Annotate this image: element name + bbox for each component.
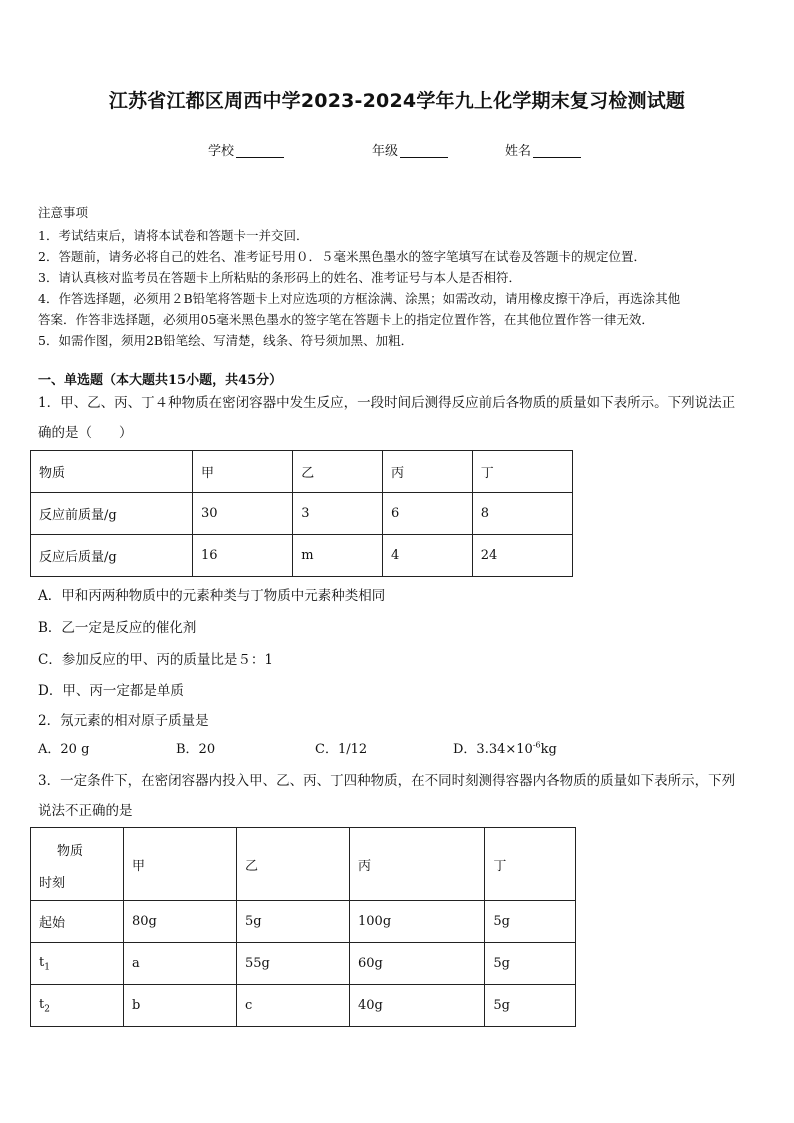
note-item: 5．如需作图，须用2B铅笔绘、写清楚，线条、符号须加黑、加粗． [38,333,414,348]
table-cell: b [124,985,237,1027]
q1-option-a[interactable]: A．甲和丙两种物质中的元素种类与丁物质中元素种类相同 [38,588,386,604]
table-cell: 80g [124,901,237,943]
notes-block [38,203,758,351]
table-row [31,535,573,577]
grade-field[interactable]: 年级 [372,140,448,159]
table-row [31,493,573,535]
table-cell: 起始 [31,901,124,943]
table-cell: $t_1$ [31,943,124,985]
table-cell: 5g [485,901,576,943]
table-cell: 4 [382,535,472,577]
table-cell: 丁 [485,828,576,901]
q2-option-d[interactable]: D．$3.34\times 10^{-6}kg$ [453,740,557,757]
table-cell: 乙 [237,828,350,901]
q1-option-b[interactable]: B．乙一定是反应的催化剂 [38,620,197,636]
table-cell: 丙 [382,451,472,493]
table-cell: 物质 [31,451,193,493]
note-item: 1．考试结束后，请将本试卷和答题卡一并交回． [38,228,309,243]
q3-stem: 3．一定条件下，在密闭容器内投入甲、乙、丙、丁四种物质，在不同时刻测得容器内各物质的质量如下表所示，下列 说法不正确的是 [38,773,736,819]
q1-stem: 1．甲、乙、丙、丁４种物质在密闭容器中发生反应，一段时间后测得反应前后各物质的质量如下表所示。下列说法正 确的是（ ） [38,395,736,441]
student-info-row [0,140,794,160]
note-item: 3．请认真核对监考员在答题卡上所粘贴的条形码上的姓名、准考证号与本人是否相符． [38,270,521,285]
q1-table [30,450,573,577]
note-item: 答案．作答非选择题，必须用05毫米黑色墨水的签字笔在答题卡上的指定位置作答，在其他位置作答一律无效． [38,312,654,327]
table-cell: 甲 [193,451,293,493]
table-cell: 24 [472,535,572,577]
table-cell: 丙 [350,828,485,901]
table-cell: 5g [237,901,350,943]
section-heading: 一、单选题（本大题共15小题，共45分） [38,373,283,388]
q2-option-a[interactable]: A．20 g [38,742,90,757]
table-row [31,901,576,943]
table-cell: 乙 [293,451,383,493]
q2-option-b[interactable]: B．20 [176,742,216,757]
table-cell: 甲 [124,828,237,901]
table-cell: $t_2$ [31,985,124,1027]
table-cell: 3 [293,493,383,535]
table-cell: 100g [350,901,485,943]
table-cell: 5g [485,985,576,1027]
q2-stem: 2．氖元素的相对原子质量是 [38,713,209,729]
table-cell: m [293,535,383,577]
table-cell: 40g [350,985,485,1027]
table-cell: c [237,985,350,1027]
q1-option-d[interactable]: D．甲、丙一定都是单质 [38,683,184,699]
table-header-row [31,451,573,493]
exam-title: 江苏省江都区周西中学2023-2024学年九上化学期末复习检测试题 [108,90,686,112]
table-row [31,943,576,985]
table-cell: 60g [350,943,485,985]
q1-option-c[interactable]: C．参加反应的甲、丙的质量比是５：1 [38,652,273,668]
table-header-row [31,828,576,901]
table-cell: 8 [472,493,572,535]
q2-option-c[interactable]: C．1/12 [315,742,368,757]
table-cell: 反应前质量/g [31,493,193,535]
table-cell: 30 [193,493,293,535]
table-cell: 6 [382,493,472,535]
table-corner-cell: 物质 时刻 [31,828,124,901]
q3-table [30,827,576,1027]
table-cell: a [124,943,237,985]
table-cell: 反应后质量/g [31,535,193,577]
school-field[interactable]: 学校 [208,140,284,159]
name-field[interactable]: 姓名 [505,140,581,159]
table-row [31,985,576,1027]
table-cell: 5g [485,943,576,985]
note-item: 2．答题前，请务必将自己的姓名、准考证号用０．５毫米黑色墨水的签字笔填写在试卷及答题卡的规定位置． [38,249,646,264]
table-cell: 16 [193,535,293,577]
notes-heading: 注意事项 [38,205,89,220]
note-item: 4．作答选择题，必须用２B铅笔将答题卡上对应选项的方框涂满、涂黑；如需改动，请用橡皮擦干净后，再选涂其他 [38,291,681,306]
table-cell: 丁 [472,451,572,493]
table-cell: 55g [237,943,350,985]
